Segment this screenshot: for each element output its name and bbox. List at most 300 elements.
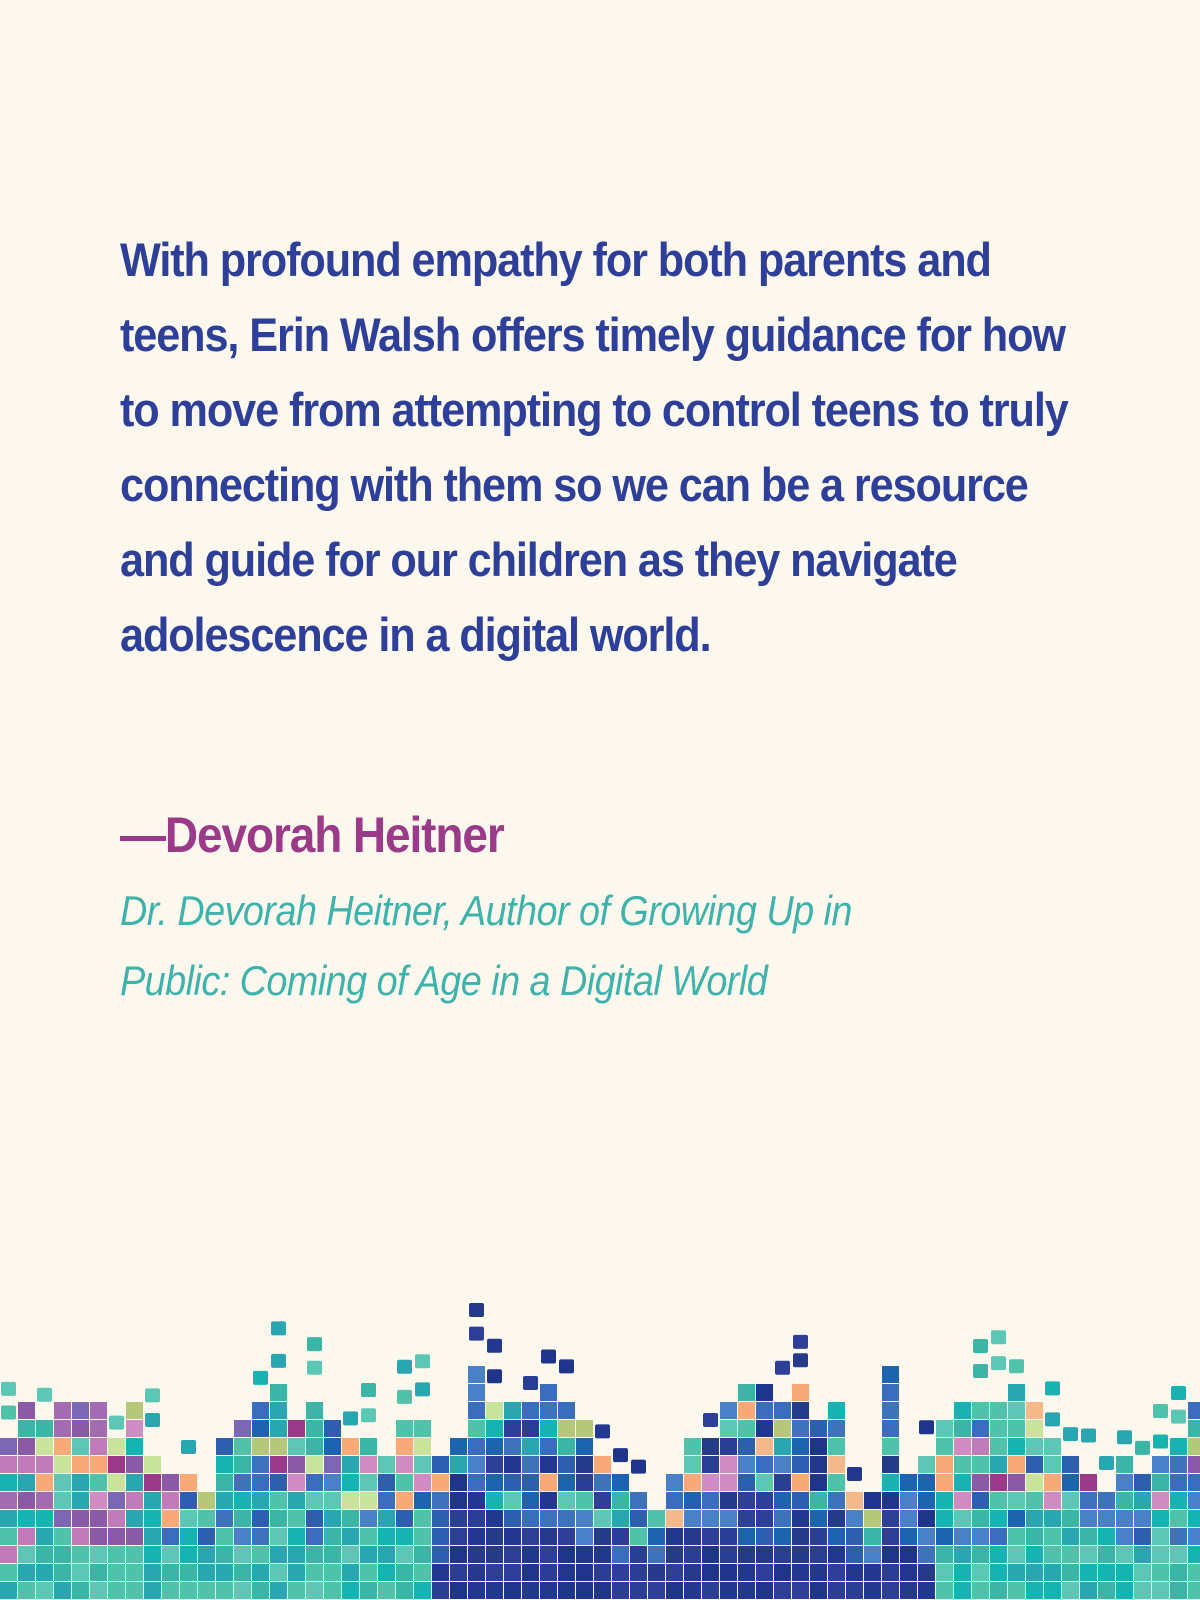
pixel-dot <box>271 1321 286 1335</box>
pixel-block <box>522 1438 539 1455</box>
pixel-block <box>702 1510 719 1527</box>
pixel-dot <box>919 1420 934 1434</box>
pixel-block <box>504 1420 521 1437</box>
pixel-block <box>792 1402 809 1419</box>
pixel-block <box>1026 1510 1043 1527</box>
pixel-block <box>576 1456 593 1473</box>
pixel-block <box>612 1564 629 1581</box>
pixel-dot <box>469 1327 484 1341</box>
pixel-dot <box>307 1361 322 1375</box>
pixel-block <box>738 1528 755 1545</box>
pixel-block <box>360 1474 377 1491</box>
pixel-block <box>684 1564 701 1581</box>
pixel-block <box>180 1546 197 1563</box>
pixel-block <box>144 1474 161 1491</box>
pixel-block <box>846 1492 863 1509</box>
pixel-dot <box>991 1330 1006 1344</box>
pixel-block <box>684 1528 701 1545</box>
pixel-block <box>720 1456 737 1473</box>
pixel-block <box>1188 1510 1200 1527</box>
pixel-block <box>882 1456 899 1473</box>
pixel-block <box>702 1564 719 1581</box>
pixel-block <box>72 1582 89 1599</box>
pixel-block <box>792 1384 809 1401</box>
pixel-block <box>324 1582 341 1599</box>
pixel-block <box>1026 1402 1043 1419</box>
pixel-block <box>324 1420 341 1437</box>
pixel-block <box>54 1492 71 1509</box>
pixel-dot <box>595 1424 610 1438</box>
pixel-block <box>0 1438 17 1455</box>
pixel-block <box>684 1456 701 1473</box>
pixel-block <box>792 1564 809 1581</box>
pixel-block <box>774 1438 791 1455</box>
pixel-block <box>1044 1456 1061 1473</box>
pixel-block <box>126 1438 143 1455</box>
pixel-block <box>36 1564 53 1581</box>
pixel-dot <box>973 1339 988 1353</box>
pixel-block <box>702 1528 719 1545</box>
pixel-block <box>522 1564 539 1581</box>
pixel-block <box>522 1492 539 1509</box>
pixel-block <box>936 1492 953 1509</box>
pixel-block <box>180 1510 197 1527</box>
pixel-block <box>684 1492 701 1509</box>
pixel-block <box>1116 1510 1133 1527</box>
pixel-block <box>630 1492 647 1509</box>
pixel-dot <box>1045 1381 1060 1395</box>
pixel-block <box>630 1510 647 1527</box>
pixel-block <box>720 1402 737 1419</box>
pixel-block <box>936 1438 953 1455</box>
pixel-block <box>756 1420 773 1437</box>
pixel-block <box>396 1456 413 1473</box>
pixel-block <box>756 1384 773 1401</box>
pixel-block <box>522 1510 539 1527</box>
pixel-block <box>936 1510 953 1527</box>
pixel-block <box>648 1582 665 1599</box>
pixel-block <box>990 1564 1007 1581</box>
pixel-block <box>306 1528 323 1545</box>
pixel-block <box>1062 1546 1079 1563</box>
pixel-block <box>666 1582 683 1599</box>
pixel-block <box>540 1402 557 1419</box>
pixel-block <box>1188 1582 1200 1599</box>
pixel-block <box>1170 1582 1187 1599</box>
pixel-block <box>270 1492 287 1509</box>
pixel-block <box>1152 1510 1169 1527</box>
pixel-block <box>306 1492 323 1509</box>
pixel-block <box>828 1582 845 1599</box>
pixel-block <box>1188 1546 1200 1563</box>
pixel-block <box>828 1528 845 1545</box>
pixel-block <box>612 1582 629 1599</box>
pixel-block <box>648 1510 665 1527</box>
pixel-block <box>450 1582 467 1599</box>
pixel-block <box>918 1474 935 1491</box>
pixel-block <box>162 1564 179 1581</box>
pixel-block <box>54 1582 71 1599</box>
pixel-block <box>486 1510 503 1527</box>
pixel-block <box>972 1456 989 1473</box>
pixel-dot <box>487 1339 502 1353</box>
pixel-block <box>1098 1510 1115 1527</box>
pixel-block <box>864 1510 881 1527</box>
pixel-block <box>180 1492 197 1509</box>
pixel-block <box>1134 1474 1151 1491</box>
pixel-block <box>468 1456 485 1473</box>
pixel-block <box>1044 1582 1061 1599</box>
pixel-block <box>18 1492 35 1509</box>
pixel-block <box>396 1420 413 1437</box>
pixel-block <box>54 1402 71 1419</box>
pixel-block <box>954 1420 971 1437</box>
pixel-block <box>594 1546 611 1563</box>
pixel-block <box>54 1510 71 1527</box>
pixel-block <box>0 1492 17 1509</box>
pixel-block <box>1044 1492 1061 1509</box>
pixel-block <box>918 1582 935 1599</box>
pixel-block <box>954 1528 971 1545</box>
pixel-block <box>180 1564 197 1581</box>
pixel-block <box>1062 1474 1079 1491</box>
pixel-block <box>702 1582 719 1599</box>
pixel-block <box>270 1546 287 1563</box>
pixel-block <box>648 1564 665 1581</box>
pixel-block <box>792 1456 809 1473</box>
pixel-block <box>882 1546 899 1563</box>
pixel-dot <box>145 1413 160 1427</box>
pixel-block <box>54 1438 71 1455</box>
pixel-block <box>72 1546 89 1563</box>
pixel-block <box>990 1582 1007 1599</box>
pixel-block <box>468 1474 485 1491</box>
pixel-block <box>990 1510 1007 1527</box>
pixel-block <box>954 1510 971 1527</box>
pixel-block <box>1080 1546 1097 1563</box>
pixel-block <box>1080 1474 1097 1491</box>
pixel-block <box>396 1438 413 1455</box>
pixel-block <box>576 1474 593 1491</box>
pixel-block <box>810 1528 827 1545</box>
pixel-block <box>486 1474 503 1491</box>
pixel-block <box>324 1492 341 1509</box>
pixel-block <box>972 1528 989 1545</box>
pixel-block <box>234 1420 251 1437</box>
pixel-dot <box>109 1416 124 1430</box>
pixel-block <box>1080 1510 1097 1527</box>
pixel-block <box>684 1474 701 1491</box>
pixel-dot <box>1 1406 16 1420</box>
pixel-block <box>1080 1492 1097 1509</box>
pixel-block <box>1008 1384 1025 1401</box>
pixel-block <box>468 1564 485 1581</box>
pixel-block <box>558 1456 575 1473</box>
pixel-block <box>1116 1546 1133 1563</box>
pixel-block <box>558 1564 575 1581</box>
pixel-block <box>738 1420 755 1437</box>
pixel-block <box>18 1546 35 1563</box>
pixel-block <box>864 1528 881 1545</box>
pixel-block <box>342 1510 359 1527</box>
pixel-block <box>936 1528 953 1545</box>
pixel-block <box>360 1582 377 1599</box>
pixel-block <box>288 1510 305 1527</box>
pixel-block <box>756 1582 773 1599</box>
pixel-block <box>216 1492 233 1509</box>
attribution-name: —Devorah Heitner <box>120 807 504 863</box>
pixel-block <box>306 1402 323 1419</box>
pixel-block <box>810 1564 827 1581</box>
pixel-block <box>54 1546 71 1563</box>
pixel-block <box>900 1492 917 1509</box>
pixel-block <box>774 1456 791 1473</box>
pixel-block <box>1026 1456 1043 1473</box>
pixel-block <box>540 1474 557 1491</box>
pixel-block <box>18 1528 35 1545</box>
pixel-block <box>486 1546 503 1563</box>
pixel-dot <box>541 1350 556 1364</box>
pixel-block <box>306 1456 323 1473</box>
pixel-block <box>468 1438 485 1455</box>
pixel-block <box>90 1510 107 1527</box>
pixel-block <box>1008 1474 1025 1491</box>
pixel-block <box>486 1456 503 1473</box>
pixel-block <box>450 1492 467 1509</box>
pixel-block <box>738 1546 755 1563</box>
pixel-block <box>756 1492 773 1509</box>
pixel-dot <box>793 1353 808 1367</box>
pixel-block <box>54 1456 71 1473</box>
pixel-block <box>234 1546 251 1563</box>
pixel-dot <box>271 1354 286 1368</box>
pixel-block <box>324 1456 341 1473</box>
pixel-dot <box>253 1371 268 1385</box>
pixel-block <box>828 1438 845 1455</box>
pixel-dot <box>703 1413 718 1427</box>
pixel-block <box>846 1564 863 1581</box>
pixel-block <box>108 1528 125 1545</box>
pixel-block <box>576 1546 593 1563</box>
pixel-block <box>990 1438 1007 1455</box>
pixel-dot <box>469 1303 484 1317</box>
pixel-block <box>990 1546 1007 1563</box>
pixel-block <box>558 1474 575 1491</box>
pixel-block <box>594 1528 611 1545</box>
pixel-block <box>864 1492 881 1509</box>
pixel-block <box>72 1528 89 1545</box>
pixel-block <box>540 1438 557 1455</box>
pixel-block <box>108 1546 125 1563</box>
pixel-block <box>342 1456 359 1473</box>
pixel-block <box>1152 1528 1169 1545</box>
pixel-block <box>288 1546 305 1563</box>
pixel-block <box>216 1456 233 1473</box>
pixel-block <box>900 1510 917 1527</box>
pixel-block <box>882 1582 899 1599</box>
pixel-block <box>18 1420 35 1437</box>
pixel-block <box>1026 1492 1043 1509</box>
pixel-block <box>90 1438 107 1455</box>
pixel-block <box>954 1456 971 1473</box>
pixel-block <box>792 1474 809 1491</box>
pixel-block <box>306 1420 323 1437</box>
pixel-block <box>468 1492 485 1509</box>
pixel-block <box>414 1492 431 1509</box>
pixel-block <box>1170 1528 1187 1545</box>
pixel-block <box>252 1402 269 1419</box>
pixel-dot <box>991 1356 1006 1370</box>
pixel-block <box>72 1510 89 1527</box>
pixel-block <box>162 1546 179 1563</box>
pixel-block <box>1044 1528 1061 1545</box>
pixel-block <box>972 1474 989 1491</box>
pixel-block <box>504 1528 521 1545</box>
pixel-dot <box>973 1364 988 1378</box>
pixel-dot <box>613 1448 628 1462</box>
pixel-block <box>180 1582 197 1599</box>
pixel-block <box>432 1492 449 1509</box>
pixel-block <box>702 1456 719 1473</box>
pixel-block <box>1098 1546 1115 1563</box>
pixel-dot <box>1153 1404 1168 1418</box>
pixel-block <box>792 1528 809 1545</box>
pixel-block <box>702 1438 719 1455</box>
pixel-dot <box>487 1369 502 1383</box>
quote-block <box>120 222 1080 672</box>
pixel-block <box>36 1474 53 1491</box>
pixel-block <box>396 1546 413 1563</box>
pixel-block <box>288 1438 305 1455</box>
pixel-block <box>738 1510 755 1527</box>
pixel-block <box>1008 1402 1025 1419</box>
pixel-block <box>36 1582 53 1599</box>
pixel-block <box>414 1582 431 1599</box>
pixel-block <box>378 1546 395 1563</box>
pixel-block <box>216 1582 233 1599</box>
pixel-block <box>1008 1456 1025 1473</box>
pixel-dot <box>1 1382 16 1396</box>
pixel-block <box>144 1510 161 1527</box>
pixel-block <box>990 1528 1007 1545</box>
pixel-block <box>828 1474 845 1491</box>
pixel-block <box>1116 1564 1133 1581</box>
pixel-block <box>126 1582 143 1599</box>
pixel-block <box>1080 1582 1097 1599</box>
pixel-block <box>846 1546 863 1563</box>
pixel-block <box>360 1564 377 1581</box>
pixel-dot <box>1171 1410 1186 1424</box>
pixel-block <box>396 1564 413 1581</box>
pixel-block <box>126 1510 143 1527</box>
pixel-block <box>180 1474 197 1491</box>
pixel-block <box>414 1564 431 1581</box>
pixel-block <box>1062 1510 1079 1527</box>
pixel-block <box>108 1582 125 1599</box>
pixel-block <box>108 1474 125 1491</box>
pixel-block <box>234 1564 251 1581</box>
pixel-block <box>54 1528 71 1545</box>
pixel-block <box>216 1438 233 1455</box>
pixel-block <box>1026 1582 1043 1599</box>
pixel-block <box>144 1456 161 1473</box>
pixel-block <box>288 1528 305 1545</box>
pixel-block <box>414 1474 431 1491</box>
pixel-block <box>18 1510 35 1527</box>
pixel-block <box>360 1492 377 1509</box>
pixel-block <box>666 1546 683 1563</box>
pixel-block <box>72 1420 89 1437</box>
pixel-block <box>0 1564 17 1581</box>
pixel-block <box>558 1420 575 1437</box>
pixel-block <box>144 1564 161 1581</box>
pixel-block <box>270 1456 287 1473</box>
pixel-block <box>936 1420 953 1437</box>
pixel-block <box>414 1438 431 1455</box>
pixel-block <box>1134 1492 1151 1509</box>
pixel-dot <box>343 1411 358 1425</box>
pixel-block <box>396 1582 413 1599</box>
pixel-block <box>288 1474 305 1491</box>
pixel-block <box>522 1528 539 1545</box>
quote-text: With profound empathy for both parents and teens, Erin Walsh offers timely guidance for how to move from attempting to control teens to truly connecting with them so we can be a resource and guide for our children as they navigate adolescence in a digital world. <box>120 233 1068 661</box>
pixel-block <box>738 1438 755 1455</box>
pixel-block <box>1062 1456 1079 1473</box>
pixel-block <box>0 1456 17 1473</box>
pixel-block <box>108 1564 125 1581</box>
pixel-block <box>1152 1492 1169 1509</box>
pixel-dot <box>361 1383 376 1397</box>
pixel-block <box>450 1564 467 1581</box>
pixel-block <box>774 1492 791 1509</box>
pixel-block <box>198 1528 215 1545</box>
pixel-block <box>432 1474 449 1491</box>
pixel-block <box>432 1510 449 1527</box>
pixel-block <box>198 1510 215 1527</box>
pixel-block <box>882 1384 899 1401</box>
pixel-block <box>252 1582 269 1599</box>
pixel-block <box>1044 1546 1061 1563</box>
pixel-dot <box>1117 1430 1132 1444</box>
pixel-block <box>1026 1546 1043 1563</box>
pixel-block <box>846 1510 863 1527</box>
pixel-dot <box>1081 1428 1096 1442</box>
pixel-block <box>72 1564 89 1581</box>
pixel-block <box>990 1402 1007 1419</box>
pixel-block <box>90 1546 107 1563</box>
pixel-block <box>0 1546 17 1563</box>
pixel-block <box>54 1564 71 1581</box>
pixel-block <box>756 1438 773 1455</box>
pixel-block <box>162 1492 179 1509</box>
pixel-block <box>954 1402 971 1419</box>
pixel-block <box>108 1438 125 1455</box>
pixel-block <box>900 1474 917 1491</box>
pixel-block <box>1170 1510 1187 1527</box>
pixel-block <box>594 1492 611 1509</box>
pixel-block <box>936 1546 953 1563</box>
pixel-block <box>756 1564 773 1581</box>
pixel-dot <box>1009 1359 1024 1373</box>
pixel-block <box>144 1582 161 1599</box>
pixel-block <box>954 1492 971 1509</box>
pixel-block <box>882 1510 899 1527</box>
pixel-block <box>1062 1564 1079 1581</box>
pixel-block <box>720 1564 737 1581</box>
pixel-block <box>468 1510 485 1527</box>
pixel-block <box>1134 1582 1151 1599</box>
pixel-block <box>324 1528 341 1545</box>
